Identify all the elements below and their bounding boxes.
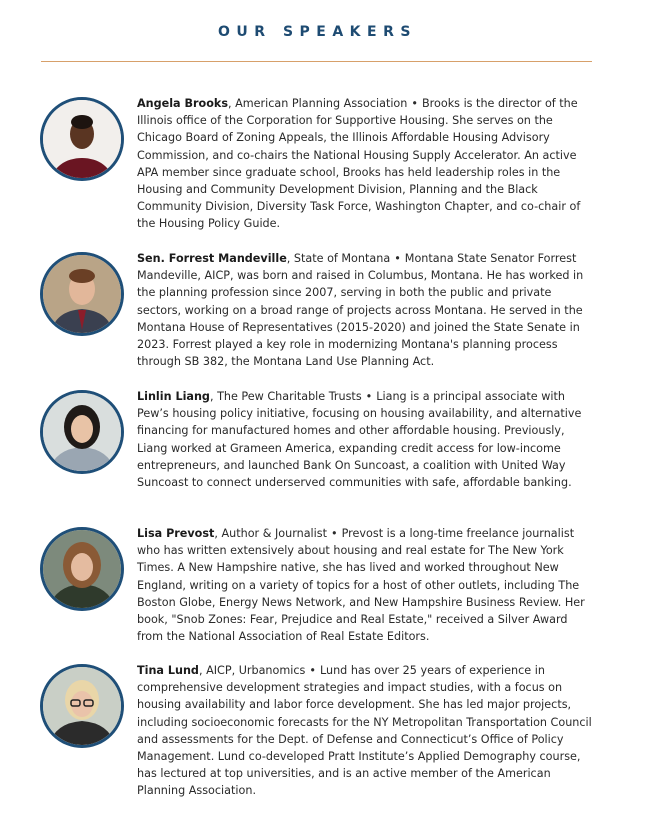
speaker-description: Brooks is the director of the Illinois office of the Corporation for Supportive Housing. She serves on the Chicago Board of Zoning Appeals, the Illinois Affordable Housing Advisory Commission, and co-chairs the National Housing Supply Accelerator. An active APA member since graduate school, Brooks has held leadership roles in the Housing and Community Development Division, Planning and the Black Community Division, Diversity Task Force, Washington Chapter, and co-chair of the Housing Policy Guide. xyxy=(137,97,581,231)
speaker-name: Tina Lund xyxy=(137,664,199,677)
speaker-photo xyxy=(40,527,124,611)
speaker-affiliation: , AICP, Urbanomics xyxy=(198,664,306,677)
speaker-bio xyxy=(137,525,593,645)
speaker-bio xyxy=(137,95,593,233)
speaker-description: Montana State Senator Forrest Mandeville, AICP, was born and raised in Columbus, Montana. He has worked in the planning profession since 2007, serving in both the public and private sectors, working on a broad range of projects across Montana. He served in the Montana House of Representatives (2015-2020) and joined the State Senate in 2023. Forrest played a key role in modernizing Montana's planning process through SB 382, the Montana Land Use Planning Act. xyxy=(137,252,584,369)
separator: • xyxy=(411,97,418,110)
speaker-name: Angela Brooks xyxy=(137,97,229,110)
speaker-description: Prevost is a long-time freelance journalist who has written extensively about housing and real estate for The New York Times. A New Hampshire native, she has lived and worked throughout New England, writing on a variety of topics for a host of other outlets, including The Boston Globe, Energy News Network, and New Hampshire Business Review. Her book, "Snob Zones: Fear, Prejudice and Real Estate," received a Silver Award from the National Association of Real Estate Editors. xyxy=(137,527,585,644)
speaker-name: Linlin Liang xyxy=(137,390,210,403)
header-divider xyxy=(41,61,592,62)
separator: • xyxy=(394,252,401,265)
person-portrait-icon xyxy=(43,100,121,178)
speaker-affiliation: , The Pew Charitable Trusts xyxy=(209,390,362,403)
person-portrait-icon xyxy=(43,393,121,471)
speaker-photo xyxy=(40,664,124,748)
person-portrait-icon xyxy=(43,667,121,745)
speaker-affiliation: , State of Montana xyxy=(286,252,391,265)
speaker-name: Sen. Forrest Mandeville xyxy=(137,252,287,265)
separator: • xyxy=(365,390,373,403)
person-portrait-icon xyxy=(43,530,121,608)
speaker-photo xyxy=(40,252,124,336)
speaker-name: Lisa Prevost xyxy=(137,527,215,540)
speaker-affiliation: , American Planning Association xyxy=(228,97,408,110)
separator: • xyxy=(309,664,316,677)
separator: • xyxy=(331,527,338,540)
speaker-affiliation: , Author & Journalist xyxy=(214,527,327,540)
speaker-bio xyxy=(137,250,593,370)
speaker-description: Lund has over 25 years of experience in comprehensive development strategies and impact studies, with a focus on housing availability and labor force development. She has led major projects, including socioeconomic forecasts for the NY Metropolitan Transportation Council and assessments for the Dept. of Defense and Connecticut’s Office of Policy Management. Lund co-developed Pratt Institute’s Applied Demography course, has lectured at top universities, and is an active member of the American Planning Association. xyxy=(137,664,592,798)
speaker-bio xyxy=(137,662,593,800)
speaker-bio xyxy=(137,388,593,491)
speaker-description: Liang is a principal associate with Pew’s housing policy initiative, focusing on housing availability, and alternative financing for manufactured homes and other affordable housing. Previously, Liang worked at Grameen America, expanding credit access for low-income entrepreneurs, and launched Bank On Suncoast, a coalition with United Way Suncoast to connect underserved communities with safe, affordable banking. xyxy=(137,390,582,490)
speaker-photo xyxy=(40,97,124,181)
person-portrait-icon xyxy=(43,255,121,333)
page-title: OUR SPEAKERS xyxy=(218,24,417,40)
speaker-photo xyxy=(40,390,124,474)
